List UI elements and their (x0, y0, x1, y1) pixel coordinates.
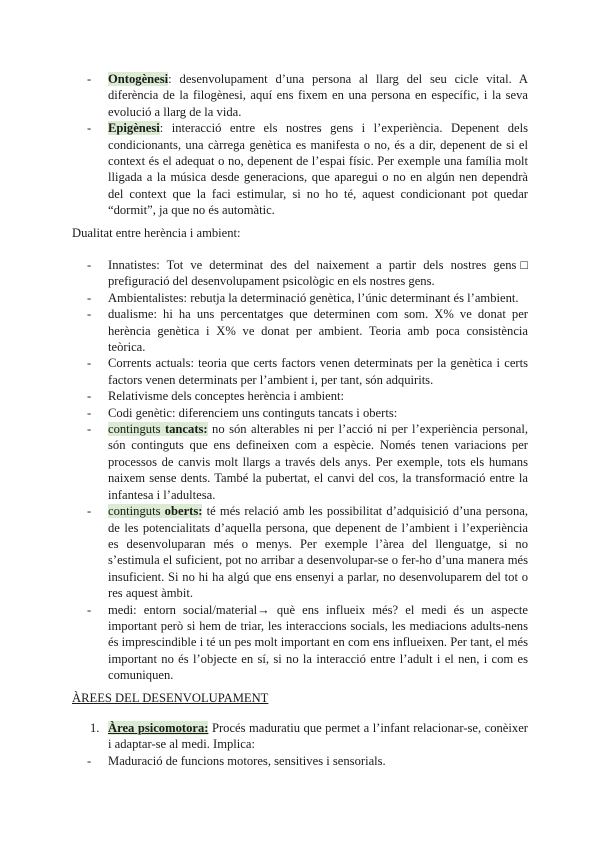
dualitat-list (0, 257, 600, 684)
term-highlight: oberts: (164, 504, 203, 519)
dualitat-paragraph: Dualitat entre herència i ambient: (72, 226, 241, 240)
list-bullet: - (87, 504, 92, 519)
list-item-ontogenesi (0, 71, 600, 120)
list-item-codi-genetic (0, 405, 600, 421)
list-bullet: - (87, 389, 92, 404)
list-item-dualisme (0, 306, 600, 355)
list-item-relativisme (0, 388, 600, 404)
area-title-highlight: Àrea psicomotora: (108, 721, 209, 735)
item-text: Codi genètic: diferenciem uns continguts tancats i oberts: (108, 405, 398, 420)
list-bullet: - (87, 602, 92, 617)
term-highlight: Ontogènesi (108, 72, 169, 86)
item-text: Procés maduratiu que permet a l’infant relacionar-se, conèixer i adaptar-se al medi. Implica: (108, 721, 528, 752)
item-text: no són alterables ni per l’acció ni per l’experiència personal, són continguts que ens defineixen com a espècie. Només tenen variacions per processos de canvis molt llargs a través dels anys. Per exemple, tots els humans naixem sense dents. També la pubertat, el canvi del cos, la transformació entre la infantesa i l’adultesa. (108, 422, 529, 502)
arees-heading: ÀREES DEL DESENVOLUPAMENT (72, 691, 269, 705)
list-bullet: - (87, 290, 92, 305)
item-text: Maduració de funcions motores, sensitives i sensorials. (108, 753, 386, 768)
term-prefix-highlight: continguts (108, 422, 165, 437)
item-text: dualisme: hi ha uns percentatges que determinen com som. X% ve donat per herència genètica i X% ve donat per ambient. Teoria amb poca consistència teòrica. (108, 307, 528, 355)
list-bullet: - (87, 405, 92, 420)
term-highlight: tancats: (164, 422, 208, 437)
item-text: : desenvolupament d’una persona al llarg del seu cicle vital. A diferència de la filogènesi, aquí ens fixem en una persona en específic, i la seva evolució a llarg de la vida. (108, 72, 528, 119)
list-item-medi (0, 602, 600, 684)
list-bullet: - (87, 422, 92, 437)
list-bullet: - (87, 121, 92, 136)
item-text: Corrents actuals: teoria que certs factors venen determinats per la genètica i certs factors venen determinats per l’ambient i, per tant, són adquirits. (108, 356, 528, 387)
item-text: Relativisme dels conceptes herència i ambient: (108, 389, 345, 404)
list-bullet: - (87, 72, 92, 86)
list-bullet: - (87, 356, 92, 371)
list-item-maduracio (0, 753, 600, 769)
arees-list (0, 720, 600, 769)
list-item-innatistes (0, 257, 600, 290)
term-highlight: Epigènesi (108, 121, 160, 136)
definitions-list (0, 71, 600, 219)
item-text: Ambientalistes: rebutja la determinació genètica, l’únic determinant és l’ambient. (108, 290, 519, 305)
list-bullet: - (87, 258, 92, 272)
list-bullet: - (87, 307, 92, 322)
area-psicomotora-item (0, 720, 600, 753)
term-prefix-highlight: continguts (108, 504, 165, 519)
item-text: medi: entorn social/material→ què ens influeix més? el medi és un aspecte important però si hem de triar, les interaccions socials, les mediacions adults-nens és imprescindible i té un pes molt important en com ens influeixen. Per tant, el més important no és l’objecte en sí, si no la interacció entre l’adult i el nen, i com es comuniquen. (108, 602, 528, 683)
item-text: té més relació amb les possibilitat d’adquisició d’una persona, de les potencialitats d’aquella persona, que depenent de l’ambient i l’experiència es desenvoluparan més o menys. Per exemple l’àrea del llenguatge, si no s’estimula el suficient, pot no arribar a desenvolupar-se o fer-ho d’una manera més insuficient. Si no hi ha algú que ens ensenyi a parlar, no desenvoluparem del tot o res aquest àmbit. (108, 504, 528, 601)
list-number: 1. (90, 721, 100, 735)
list-bullet: - (87, 753, 92, 768)
list-item-ambientalistes (0, 290, 600, 306)
item-text: Innatistes: Tot ve determinat des del naixement a partir dels nostres gens□ prefiguració del desenvolupament psicològic en els nostres gens. (108, 258, 528, 289)
list-item-continguts-oberts (0, 503, 600, 601)
item-text: : interacció entre els nostres gens i l’experiència. Depenent dels condicionants, una càrrega genètica es manifesta o no, és a dir, depenent de si el context és el adequat o no, depenent de l’espai físic. Per exemple una família molt lligada a la música desde generacions, que aparegui o no en algún nen dependrà del context que la faci estimular, si no ho té, aquest condicionant pot quedar “dormit”, ja que no és automàtic. (108, 121, 528, 218)
list-item-continguts-tancats (0, 421, 600, 503)
list-item-epigenesi (0, 120, 600, 218)
list-item-corrents-actuals (0, 355, 600, 388)
